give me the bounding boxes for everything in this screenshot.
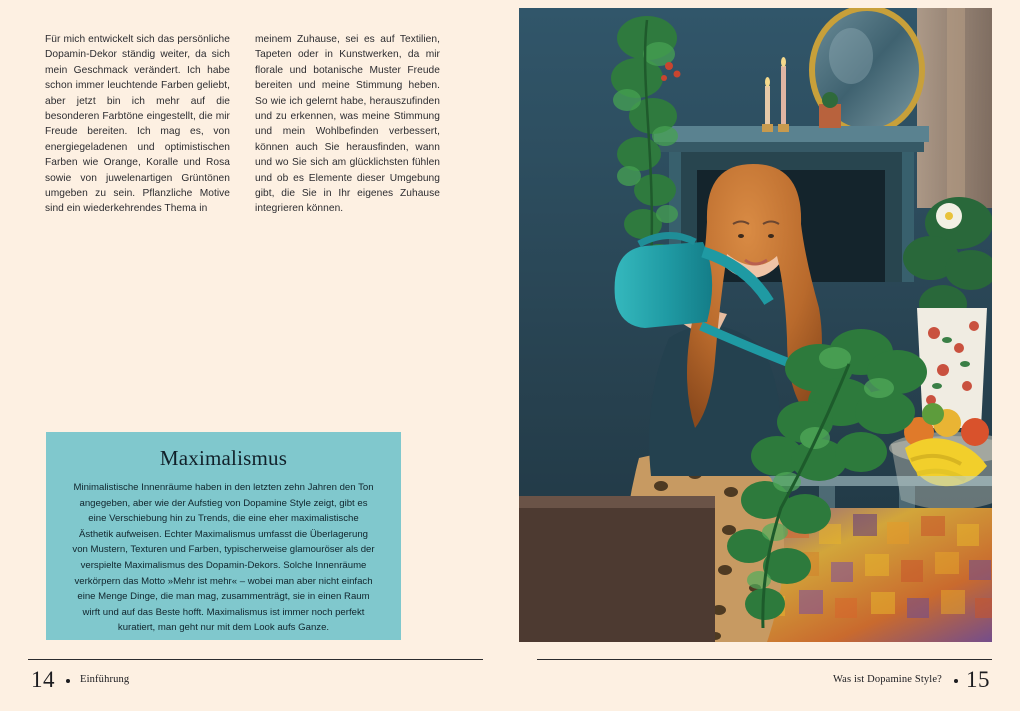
callout-title: Maximalismus <box>159 446 288 470</box>
running-head-right: Was ist Dopamine Style? <box>832 674 942 685</box>
body-text-columns <box>45 32 440 217</box>
paragraph-column-1: Für mich entwickelt sich das persönliche Dopamin-Dekor ständig weiter, da sich mein Geschmack verändert. Ich habe schon immer leuchtende Farben geliebt, aber jetzt bin ich mehr auf die besonderen Farbtöne eingestellt, die mir Freude bereiten. Ich mag es, von energiegeladenen und optimistischen Farben wie Orange, Koralle und Rosa sowie von juwelenartigen Grüntönen umgeben zu sein. Pflanzliche Motive sind ein wiederkehrendes Thema in <box>45 34 230 215</box>
footer-rule-right <box>537 659 992 660</box>
callout-box-maximalismus <box>46 432 401 640</box>
bullet-icon-left <box>66 679 70 683</box>
bullet-icon-right <box>954 679 958 683</box>
footer-rule-left <box>28 659 483 660</box>
running-head-left: Einführung <box>80 674 130 685</box>
photo-illustration <box>519 8 992 642</box>
text-column-1 <box>45 32 230 217</box>
callout-body-text: Minimalistische Innenräume haben in den letzten zehn Jahren den Ton angegeben, aber wie der Aufstieg von Dopamine Style zeigt, gibt es eine Verschiebung hin zu Trends, die eine eher maximalistische Ästhetik aufweisen. Echter Maximalismus umfasst die Überlagerung von Mustern, Texturen und Farben, typischerweise glamouröser als der verspielte Maximalismus des Dopamin-Dekors. Solche Innenräume verkörpern das Motto »Mehr ist mehr« – wobei man aber nicht einfach eine Menge Dinge, die man mag, zusammenträgt, sie in einen Raum wirft und auf das Beste hofft. Maximalismus ist immer noch perfekt kuratiert, man geht nur mit dem Look aufs Ganze. <box>72 482 375 634</box>
paragraph-column-2: meinem Zuhause, sei es auf Textilien, Tapeten oder in Kunstwerken, da mir florale und botanische Muster Freude bereiten und meine Stimmung heben. So wie ich gelernt habe, herauszufinden und zu erkennen, was meine Stimmung und mein Wohlbefinden verbessert, können auch Sie herausfinden, wann und wo Sie sich am glücklichsten fühlen und ob es Elemente dieser Umgebung gibt, die Sie in Ihr eigenes Zuhause integrieren können. <box>255 34 440 215</box>
page-number-right: 15 <box>966 667 990 692</box>
page-number-left: 14 <box>31 667 55 692</box>
text-column-2 <box>255 32 440 217</box>
